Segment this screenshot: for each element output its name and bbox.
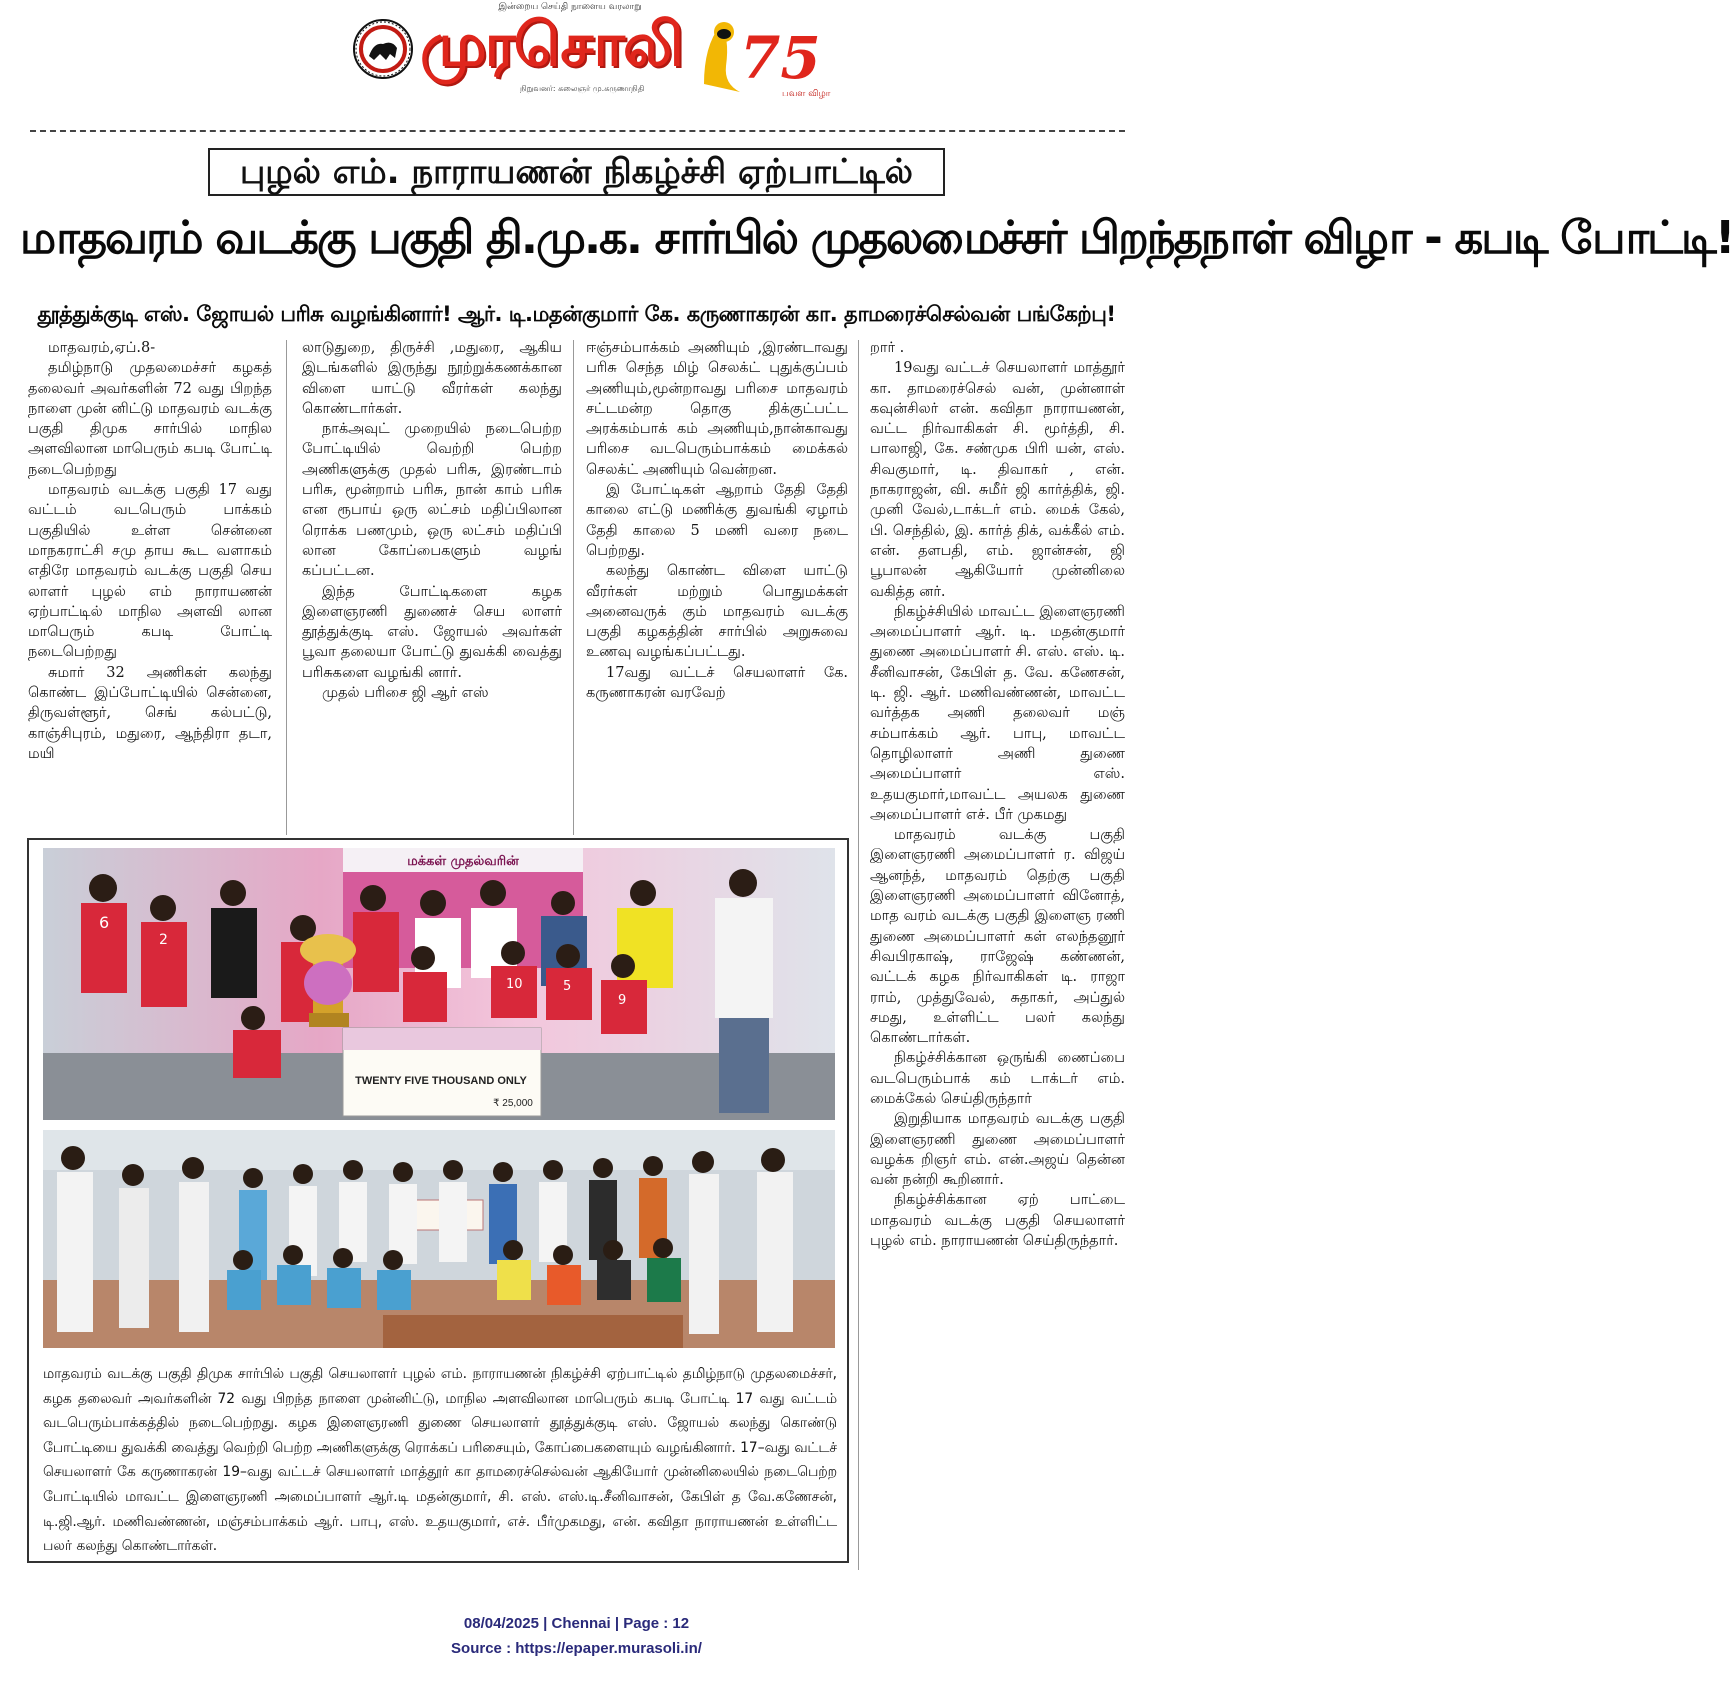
paragraph: முதல் பரிசை ஜி ஆர் எஸ் xyxy=(322,685,489,702)
footer-dateline: 08/04/2025 | Chennai | Page : 12 xyxy=(463,1615,690,1632)
paragraph: றார் . xyxy=(870,340,905,356)
jersey-number: 6 xyxy=(99,913,110,932)
photo-panel xyxy=(27,838,849,1563)
photo-team-group xyxy=(43,1130,835,1348)
party-emblem-icon xyxy=(352,18,414,80)
cheque-amount: ₹ 25,000 xyxy=(493,1098,533,1109)
paragraph: தமிழ்நாடு முதலமைச்சர் கழகத் தலைவர் அவர்களின் 72 வது பிறந்த நாளை முன் னிட்டு மாதவரம் வடக்கு பகுதி திமுக சார்பில் மாநில அளவிலான மாபெரும் கபடி போட்டி நடைபெற்றது xyxy=(28,360,272,478)
cheque-text: TWENTY FIVE THOUSAND ONLY xyxy=(355,1075,527,1087)
article-column-1 xyxy=(28,338,272,764)
jersey-number: 5 xyxy=(563,979,572,994)
masthead-logo: முரசொலி xyxy=(420,10,682,80)
paragraph: மாதவரம் வடக்கு பகுதி 17 வது வட்டம் வடபெரும் பாக்கம் பகுதியில் உள்ள சென்னை மாநகராட்சி சமு தாய கூட வளாகம் எதிரே மாதவரம் வடக்கு பகுதி செய லாளர் புழல் எம் நாராயணன் ஏற்பாட்டில் மாநில அளவி லான மாபெரும் கபடி போட்டி நடைபெற்றது xyxy=(28,482,272,661)
paragraph: நிகழ்ச்சிக்கான ஒருங்கி ணைப்பை வடபெரும்பாக் கம் டாக்டர் எம். மைக்கேல் செய்திருந்தார் xyxy=(870,1050,1125,1107)
dateline: மாதவரம்,ஏப்.8- xyxy=(48,340,156,356)
paragraph: சுமார் 32 அணிகள் கலந்து கொண்ட இப்போட்டியில் சென்னை, திருவள்ளூர், செங் கல்பட்டு, காஞ்சிபுரம், மதுரை, ஆந்திரா தடா, மயி xyxy=(28,664,272,762)
masthead-founder: நிறுவனர்: கலைஞர் மு.கருணாநிதி xyxy=(520,84,645,93)
footer-source-link[interactable]: Source : https://epaper.murasoli.in/ xyxy=(451,1640,702,1657)
column-divider xyxy=(573,340,574,835)
jersey-number: 9 xyxy=(618,993,627,1008)
banner-text: மக்கள் முதல்வரின் xyxy=(407,854,519,869)
paragraph: மாதவரம் வடக்கு பகுதி இளைஞரணி அமைப்பாளர் ர. விஜய் ஆனந்த், மாதவரம் தெற்கு பகுதி இளைஞரணி அமைப்பாளர் வினோத், மாத வரம் வடக்கு பகுதி இளைஞ ரணி துணை அமைப்பாளர் கள் எலந்தனூர் சிவபிரகாஷ், ராஜேஷ் கண்ணன், வட்டக் கழக நிர்வாகிகள் டி. ராஜா ராம், முத்துவேல், சுதாகர், அப்துல் சமது, உள்ளிட்ட பலர் கலந்து கொண்டார்கள். xyxy=(870,827,1125,1047)
kicker-box xyxy=(208,148,945,196)
masthead-divider xyxy=(30,130,1125,132)
article-column-2 xyxy=(302,338,562,703)
photo-caption: மாதவரம் வடக்கு பகுதி திமுக சார்பில் பகுதி செயலாளர் புழல் எம். நாராயணன் நிகழ்ச்சி ஏற்பாட்டில் தமிழ்நாடு முதலமைச்சர், கழக தலைவர் அவர்களின் 72 வது பிறந்த நாளை முன்னிட்டு, மாநில அளவிலான மாபெரும் கபடி போட்டி 17 வது வட்டம் வடபெரும்பாக்கத்தில் நடைபெற்றது. கழக இளைஞரணி துணை செயலாளர் தூத்துக்குடி எஸ். ஜோயல் கலந்து கொண்டு போட்டியை துவக்கி வைத்து வெற்றி பெற்ற அணிகளுக்கு ரொக்கப் பரிசையும், கோப்பைகளையும் வழங்கினார். 17–வது வட்டச் செயலாளர் கே கருணாகரன் 19–வது வட்டச் செயலாளர் மாத்தூர் கா தாமரைச்செல்வன் ஆகியோர் முன்னிலையில் நடைபெற்ற போட்டியில் மாவட்ட இளைஞரணி அமைப்பாளர் ஆர்.டி மதன்குமார், சி. எஸ். எஸ்.டி.சீனிவாசன், கேபிள் த வே.கணேசன், டி.ஜி.ஆர். மணிவண்ணன், மஞ்சம்பாக்கம் ஆர். பாபு, எஸ். உதயகுமார், எச். பீர்முகமது, என். கவிதா நாராயணன் உள்ளிட்ட பலர் கலந்து கொண்டார்கள். xyxy=(43,1366,837,1555)
paragraph: 19வது வட்டச் செயலாளர் மாத்தூர் கா. தாமரைச்செல் வன், முன்னாள் கவுன்சிலர் என். கவிதா நாராயணன், வட்ட நிர்வாகிகள் சி. மூர்த்தி, சி. பாலாஜி, கே. சண்முக பிரி யன், எஸ். சிவகுமார், டி. திவாகர் , என். நாகராஜன், வி. சுமீர் ஜி கார்த்திக், ஜி. முனி வேல்,டாக்டர் எம். மைக் கேல், பி. செந்தில், இ. கார்த் திக், வக்கீல் எம். என். தளபதி, எம். ஜான்சன், ஜி பூபாலன் ஆகியோர் முன்னிலை வகித்த னர். xyxy=(870,360,1125,600)
paragraph: நிகழ்ச்சியில் மாவட்ட இளைஞரணி அமைப்பாளர் ஆர். டி. மதன்குமார் துணை அமைப்பாளர் சி. எஸ். எஸ். டி. சீனிவாசன், கேபிள் த. வே. கணேசன், டி. ஜி. ஆர். மணிவண்ணன், மாவட்ட வர்த்தக அணி தலைவர் மஞ் சம்பாக்கம் ஆர். பாபு, மாவட்ட தொழிலாளர் அணி துணை அமைப்பாளர் எஸ். உதயகுமார்,மாவட்ட அயலக துணை அமைப்பாளர் எச். பீர் முகமது xyxy=(870,603,1125,823)
column-divider xyxy=(286,340,287,835)
paragraph: இந்த போட்டிகளை கழக இளைஞரணி துணைச் செய லாளர் தூத்துக்குடி எஸ். ஜோயல் அவர்கள் பூவா தலையா போட்டு துவக்கி வைத்து பரிசுகளை வழங்கி னார். xyxy=(302,583,562,681)
masthead-tagline: இன்றைய செய்தி நாளைய வரலாறு xyxy=(498,2,642,12)
masthead xyxy=(0,0,1153,120)
article-column-4 xyxy=(870,338,1125,1251)
anniversary-subtitle: பவள விழா xyxy=(782,89,831,99)
anniversary-badge xyxy=(700,6,831,106)
subheadline: தூத்துக்குடி எஸ். ஜோயல் பரிசு வழங்கினார்! ஆர். டி.மதன்குமார் கே. கருணாகரன் கா. தாமரைச்செல்வன் பங்கேற்பு! xyxy=(37,302,1116,326)
photo-prize-ceremony xyxy=(43,848,835,1120)
paragraph: இறுதியாக மாதவரம் வடக்கு பகுதி இளைஞரணி துணை அமைப்பாளர் வழக்க றிஞர் எம். என்.அஜய் தென்ன வன் நன்றி கூறினார். xyxy=(870,1111,1125,1189)
article-column-3 xyxy=(586,338,848,703)
paragraph: கலந்து கொண்ட விளை யாட்டு வீரர்கள் மற்றும் பொதுமக்கள் அனைவருக் கும் மாதவரம் வடக்கு பகுதி கழகத்தின் சார்பில் அறுசுவை உணவு வழங்கப்பட்டது. xyxy=(586,563,848,661)
kicker: புழல் எம். நாராயணன் நிகழ்ச்சி ஏற்பாட்டில் xyxy=(239,152,914,192)
column-divider xyxy=(858,340,859,1570)
paragraph: நிகழ்ச்சிக்கான ஏற் பாட்டை மாதவரம் வடக்கு பகுதி செயலாளர் புழல் எம். நாராயணன் செய்திருந்தார். xyxy=(870,1192,1125,1250)
headline: மாதவரம் வடக்கு பகுதி தி.மு.க. சார்பில் முதலமைச்சர் பிறந்தநாள் விழா - கபடி போட்டி! xyxy=(20,211,1733,264)
paragraph: 17வது வட்டச் செயலாளர் கே. கருணாகரன் வரவேற் xyxy=(586,664,848,702)
anniversary-number: 75 xyxy=(740,24,821,92)
paragraph: இ போட்டிகள் ஆறாம் தேதி தேதி காலை எட்டு மணிக்கு துவங்கி ஏழாம் தேதி காலை 5 மணி வரை நடை பெற்றது. xyxy=(586,482,848,559)
paragraph: நாக்அவுட் முறையில் நடைபெற்ற போட்டியில் வெற்றி பெற்ற அணிகளுக்கு முதல் பரிசு, இரண்டாம் பரிசு, மூன்றாம் பரிசு, நான் காம் பரிசு என ரூபாய் ஒரு லட்சம் மதிப்பிலான ரொக்க பணமும், ஒரு லட்சம் மதிப்பி லான கோப்பைகளும் வழங் கப்பட்டன. xyxy=(302,421,562,580)
jersey-number: 2 xyxy=(159,932,168,948)
paragraph: ஈஞ்சம்பாக்கம் அணியும் ,இரண்டாவது பரிசு செந்த மிழ் செலக்ட் புதுக்குப்பம் அணியும்,மூன்றாவது பரிசை மாதவரம் சட்டமன்ற தொகு திக்குட்பட்ட அரக்கம்பாக் கம் அணியும்,நான்காவது பரிசை வடபெரும்பாக்கம் மைக்கல் செலக்ட் அணியும் வென்றன. xyxy=(586,340,848,478)
jersey-number: 10 xyxy=(506,977,523,992)
paragraph: லாடுதுறை, திருச்சி ,மதுரை, ஆகிய இடங்களில் இருந்து நூற்றுக்கணக்கான விளை யாட்டு வீரர்கள் கலந்து கொண்டார்கள். xyxy=(302,340,562,417)
